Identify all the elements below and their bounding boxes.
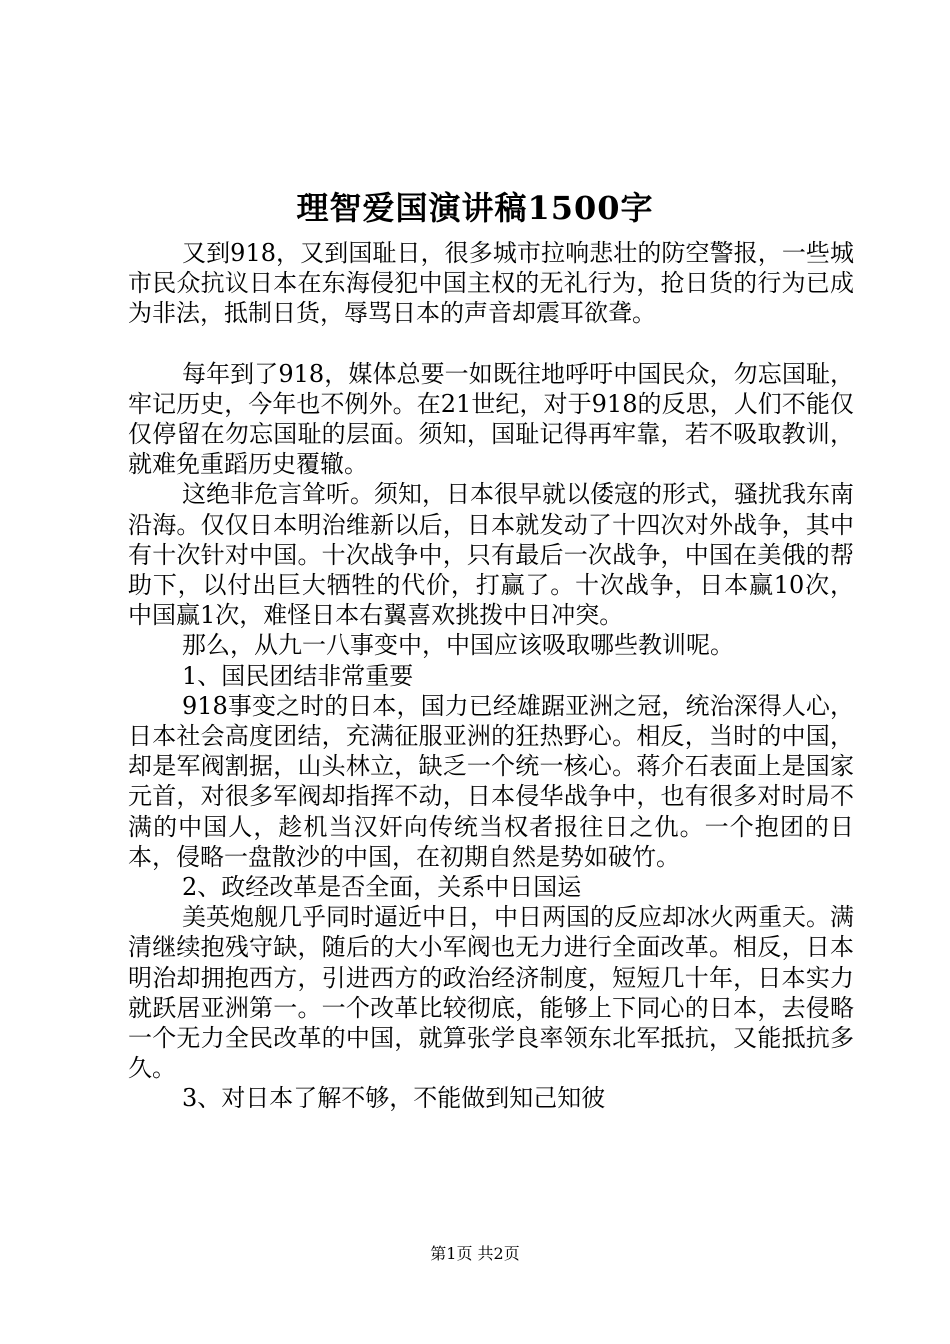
document-body	[128, 238, 854, 1114]
section-heading: 2、政经改革是否全面，关系中日国运	[182, 873, 582, 902]
paragraph: 这绝非危言耸听。须知，日本很早就以倭寇的形式，骚扰我东南沿海。仅仅日本明治维新以后，日本就发动了十四次对外战争，其中有十次针对中国。十次战争中，只有最后一次战争，中国在美俄的帮助下，以付出巨大牺牲的代价，打赢了。十次战争，日本赢10次，中国赢1次，难怪日本右翼喜欢挑拨中日冲突。	[128, 480, 854, 630]
paragraph: 美英炮舰几乎同时逼近中日，中日两国的反应却冰火两重天。满清继续抱残守缺，随后的大小军阀也无力进行全面改革。相反，日本明治却拥抱西方，引进西方的政治经济制度，短短几十年，日本实力就跃居亚洲第一。一个改革比较彻底，能够上下同心的日本，去侵略一个无力全民改革的中国，就算张学良率领东北军抵抗，又能抵抗多久。	[128, 903, 854, 1083]
section-heading: 1、国民团结非常重要	[182, 661, 414, 690]
paragraph-gap	[128, 329, 854, 359]
page-footer: 第1页 共2页	[430, 1244, 520, 1263]
paragraph-intro: 又到918，又到国耻日，很多城市拉响悲壮的防空警报，一些城市民众抗议日本在东海侵犯中国主权的无礼行为，抢日货的行为已成为非法，抵制日货，辱骂日本的声音却震耳欲聋。	[128, 239, 854, 328]
paragraph: 918事变之时的日本，国力已经雄踞亚洲之冠，统治深得人心，日本社会高度团结，充满征服亚洲的狂热野心。相反，当时的中国，却是军阀割据，山头林立，缺乏一个统一核心。蒋介石表面上是国家元首，对很多军阀却指挥不动，日本侵华战争中，也有很多对时局不满的中国人，趁机当汉奸向传统当权者报往日之仇。一个抱团的日本，侵略一盘散沙的中国，在初期自然是势如破竹。	[128, 691, 854, 871]
paragraph: 那么，从九一八事变中，中国应该吸取哪些教训呢。	[182, 631, 734, 660]
section-heading: 3、对日本了解不够，不能做到知己知彼	[182, 1084, 606, 1113]
paragraph: 每年到了918，媒体总要一如既往地呼吁中国民众，勿忘国耻，牢记历史，今年也不例外。在21世纪，对于918的反思，人们不能仅仅停留在勿忘国耻的层面。须知，国耻记得再牢靠，若不吸取教训，就难免重蹈历史覆辙。	[128, 359, 854, 479]
document-title: 理智爱国演讲稿1500字	[296, 189, 654, 227]
